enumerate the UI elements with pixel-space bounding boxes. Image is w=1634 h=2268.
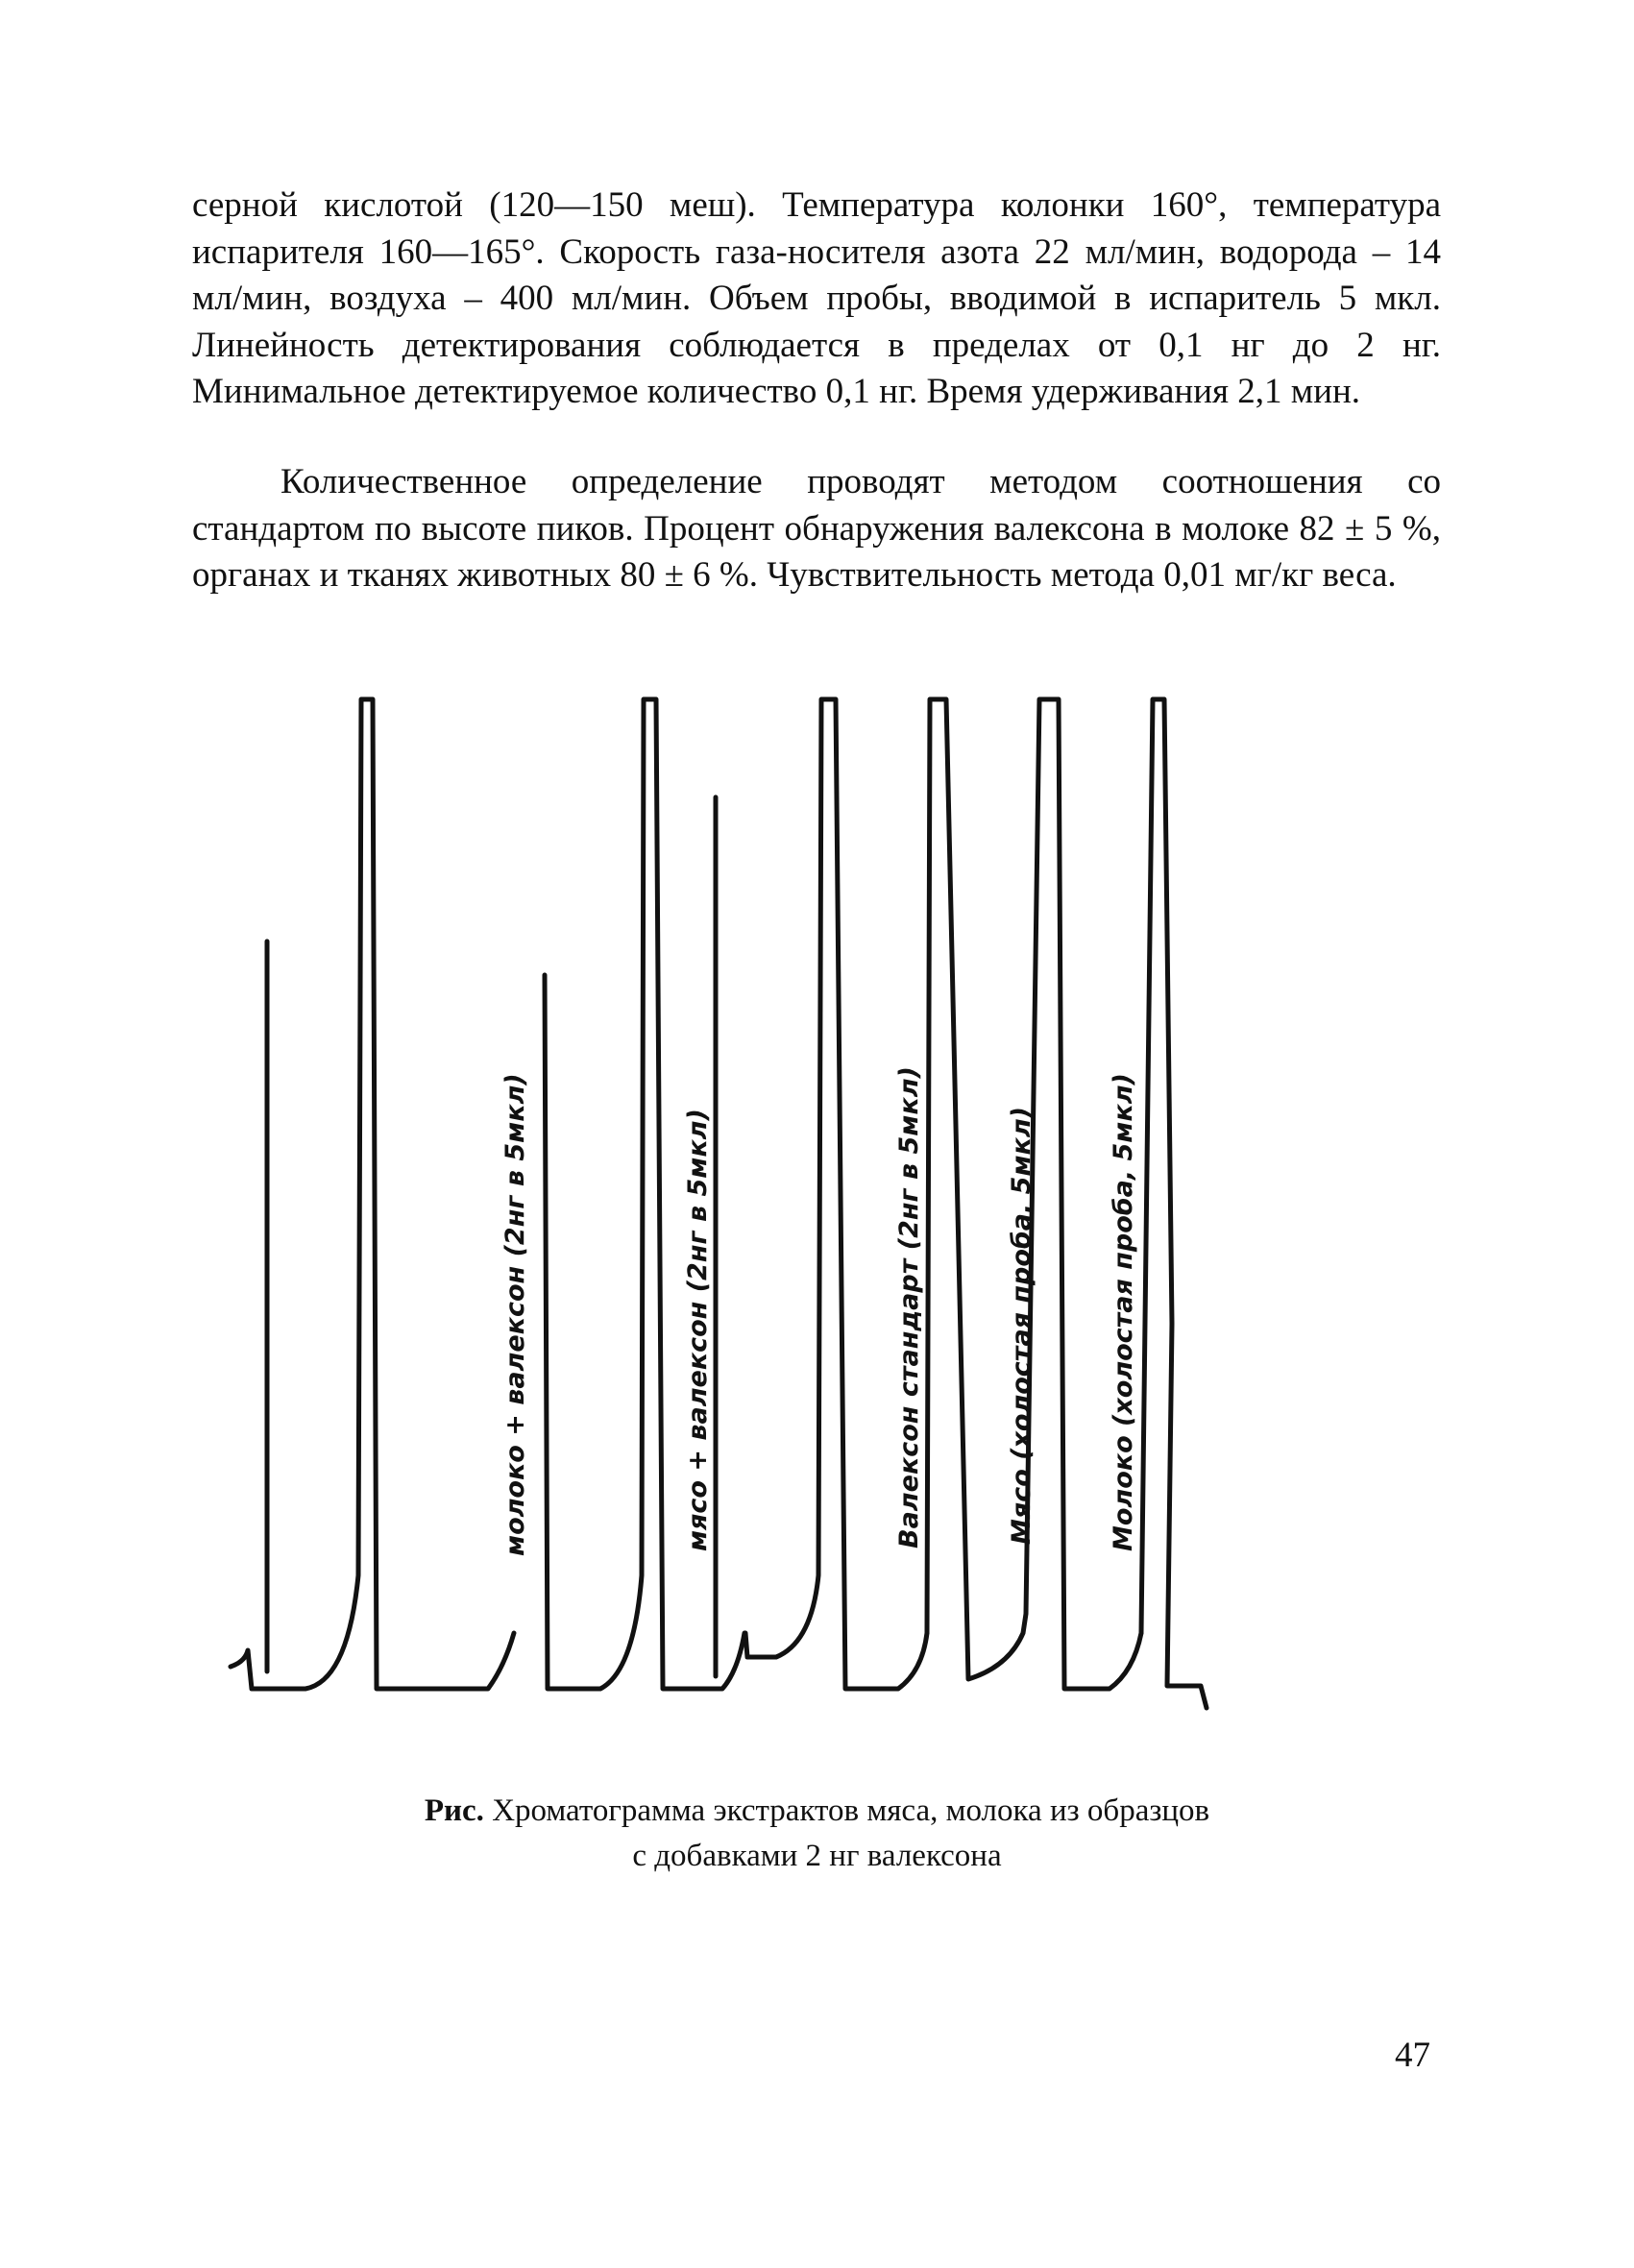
figure-caption (288, 1789, 1346, 1879)
paragraph-1: серной кислотой (120—150 меш). Температура колонки 160°, температура испарителя 160—165°. Скорость газа-носителя азота 22 мл/мин, водорода – 14 мл/мин, воздуха – 400 мл/мин. Объем пробы, вводимой в испаритель 5 мкл. Линейность детектирования соблюдается в пределах от 0,1 нг до 2 нг. Минимальное детектируемое количество 0,1 нг. Время удерживания 2,1 мин. (192, 185, 1441, 411)
trace-label-standard: Валексон стандарт (2нг в 5мкл) (894, 1066, 924, 1549)
trace-label-meat-blank: Мясо (холостая проба, 5мкл) (1007, 1107, 1036, 1545)
trace-label-milk-blank: Молоко (холостая проба, 5мкл) (1109, 1073, 1138, 1551)
chromatogram-trace-milk-blank (1141, 699, 1207, 1708)
caption-line-2: с добавками 2 нг валексона (632, 1839, 1002, 1873)
chromatogram-trace-milk-spiked (231, 699, 514, 1689)
paragraph-2: Количественное определение проводят методом соотношения со стандартом по высоте пиков. Процент обнаружения валексона в молоке 82 ± 5 %, органах и тканях животных 80 ± 6 %. Чувствительность метода 0,01 мг/кг веса. (192, 462, 1441, 595)
caption-label: Рис. (424, 1793, 484, 1828)
page-number: 47 (1395, 2036, 1430, 2075)
trace-label-milk-spiked: молоко + валексон (2нг в 5мкл) (500, 1073, 530, 1556)
trace-label-meat-spiked: мясо + валексон (2нг в 5мкл) (683, 1109, 713, 1551)
caption-line-1: Хроматограмма экстрактов мяса, молока из образцов (492, 1793, 1210, 1828)
